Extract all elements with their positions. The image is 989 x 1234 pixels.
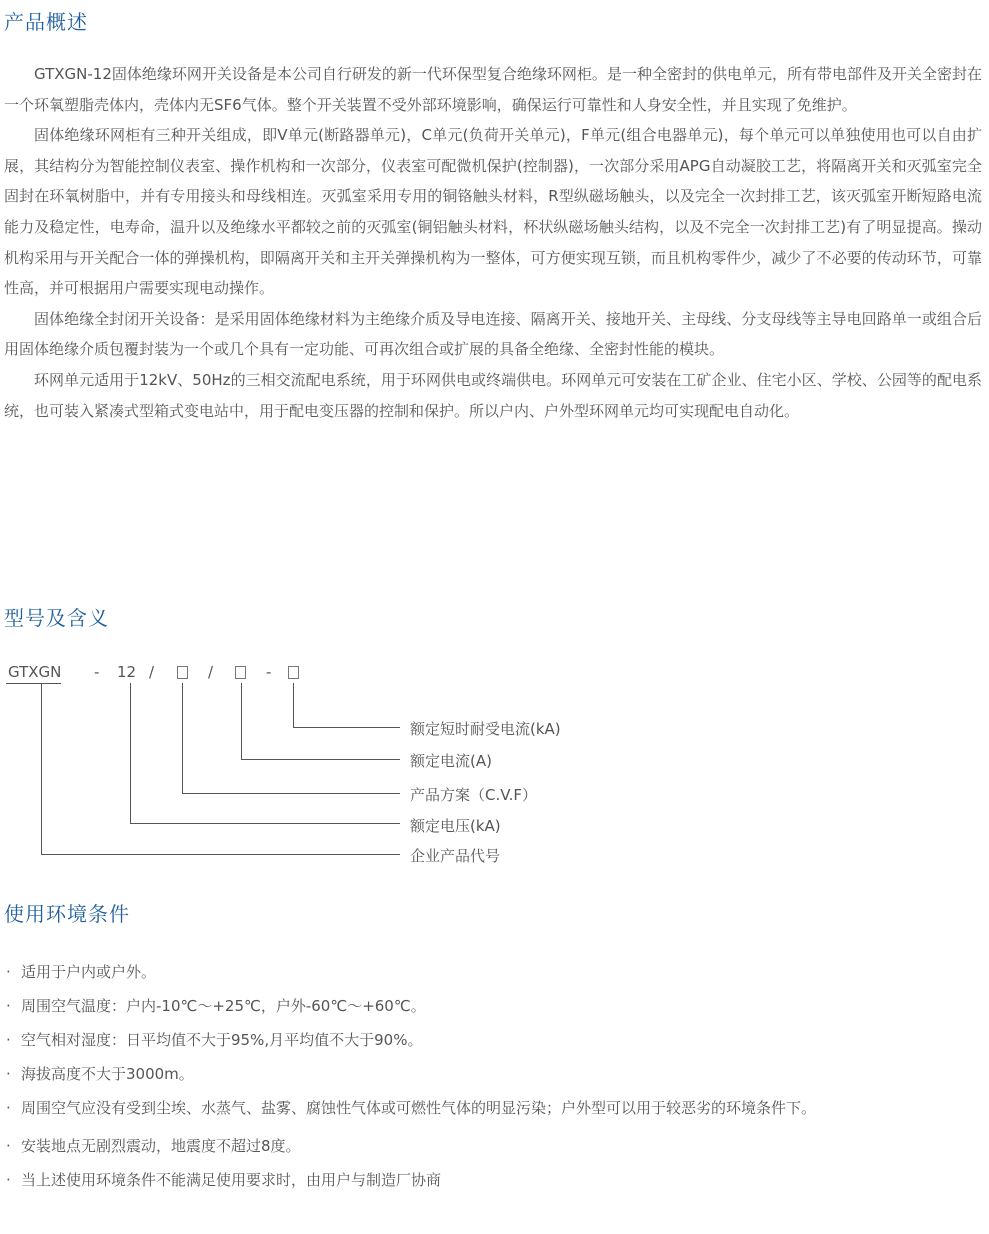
leader-line <box>293 683 294 727</box>
overview-paragraph: GTXGN-12固体绝缘环网开关设备是本公司自行研发的新一代环保型复合绝缘环网柜。是一种全密封的供电单元，所有带电部件及开关全密封在一个环氧塑脂壳体内，壳体内无SF6气体。整个开关装置不受外部环境影响，确保运行可靠性和人身安全性，并且实现了免维护。 <box>4 65 982 114</box>
overview-paragraph: 固体绝缘环网柜有三种开关组成，即V单元(断路器单元)，C单元(负荷开关单元)，F单元(组合电器单元)，每个单元可以单独使用也可以自由扩展，其结构分为智能控制仪表室、操作机构和一次部分，仪表室可配微机保护(控制器)，一次部分采用APG自动凝胶工艺，将隔离开关和灭弧室完全固封在环氧树脂中，并有专用接头和母线相连。灭弧室采用专用的铜铬触头材料，R型纵磁场触头，以及完全一次封排工艺，该灭弧室开断短路电流能力及稳定性，电寿命，温升以及绝缘水平都较之前的灭弧室(铜铝触头材料，杯状纵磁场触头结构，以及不完全一次封排工艺)有了明显提高。操动机构采用与开关配合一体的弹操机构，即隔离开关和主开关弹操机构为一整体，可方便实现互锁，而且机构零件少，减少了不必要的传动环节，可靠性高，并可根据用户需要实现电动操作。 <box>4 126 982 298</box>
label-product-scheme: 产品方案（C.V.F） <box>410 786 537 804</box>
leader-line <box>130 823 400 824</box>
code-dash: - <box>94 663 100 681</box>
list-item: · 周围空气应没有受到尘埃、水蒸气、盐雾、腐蚀性气体或可燃性气体的明显污染；户外型可以用于较恶劣的环境条件下。 <box>6 1091 881 1125</box>
environment-heading: 使用环境条件 <box>4 902 130 926</box>
prefix-underline <box>6 683 61 684</box>
label-rated-voltage: 额定电压(kA) <box>410 817 501 835</box>
code-placeholder-box <box>288 666 299 679</box>
list-item: · 海拔高度不大于3000m。 <box>6 1057 906 1091</box>
overview-body <box>4 59 982 426</box>
code-prefix: GTXGN <box>8 663 62 681</box>
leader-line <box>41 854 400 855</box>
bullet-icon: · <box>6 1137 11 1155</box>
bullet-icon: · <box>6 1171 11 1189</box>
bullet-icon: · <box>6 1099 11 1117</box>
list-item: · 空气相对湿度：日平均值不大于95%,月平均值不大于90%。 <box>6 1023 906 1057</box>
overview-paragraph: 固体绝缘全封闭开关设备：是采用固体绝缘材料为主绝缘介质及导电连接、隔离开关、接地开关、主母线、分支母线等主导电回路单一或组合后用固体绝缘介质包覆封装为一个或几个具有一定功能、可再次组合或扩展的具备全绝缘、全密封性能的模块。 <box>4 309 982 359</box>
bullet-icon: · <box>6 963 11 981</box>
code-dash: - <box>266 663 272 681</box>
code-slash: / <box>208 663 214 681</box>
bullet-icon: · <box>6 1065 11 1083</box>
leader-line <box>130 683 131 823</box>
code-slash: / <box>149 663 155 681</box>
list-item: · 安装地点无剧烈震动，地震度不超过8度。 <box>6 1129 906 1163</box>
model-heading: 型号及含义 <box>4 606 109 630</box>
overview-heading: 产品概述 <box>4 10 88 34</box>
code-placeholder-box <box>177 666 188 679</box>
bullet-icon: · <box>6 1031 11 1049</box>
leader-line <box>293 727 400 728</box>
leader-line <box>182 683 183 793</box>
leader-line <box>182 793 400 794</box>
label-rated-current: 额定电流(A) <box>410 752 492 770</box>
leader-line <box>41 683 42 854</box>
code-voltage: 12 <box>117 663 137 681</box>
environment-list <box>6 955 906 1197</box>
label-short-time-current: 额定短时耐受电流(kA) <box>410 720 561 738</box>
list-item: · 当上述使用环境条件不能满足使用要求时，由用户与制造厂协商 <box>6 1163 906 1197</box>
bullet-icon: · <box>6 997 11 1015</box>
model-code-diagram <box>0 660 700 870</box>
leader-line <box>241 683 242 759</box>
list-item: · 周围空气温度：户内-10℃～+25℃，户外-60℃～+60℃。 <box>6 989 906 1023</box>
overview-paragraph: 环网单元适用于12kV、50Hz的三相交流配电系统，用于环网供电或终端供电。环网单元可安装在工矿企业、住宅小区、学校、公园等的配电系统，也可装入紧凑式型箱式变电站中，用于配电变压器的控制和保护。所以户内、户外型环网单元均可实现配电自动化。 <box>4 370 982 420</box>
label-enterprise-code: 企业产品代号 <box>410 847 501 865</box>
code-placeholder-box <box>235 666 246 679</box>
leader-line <box>241 759 400 760</box>
list-item: · 适用于户内或户外。 <box>6 955 906 989</box>
